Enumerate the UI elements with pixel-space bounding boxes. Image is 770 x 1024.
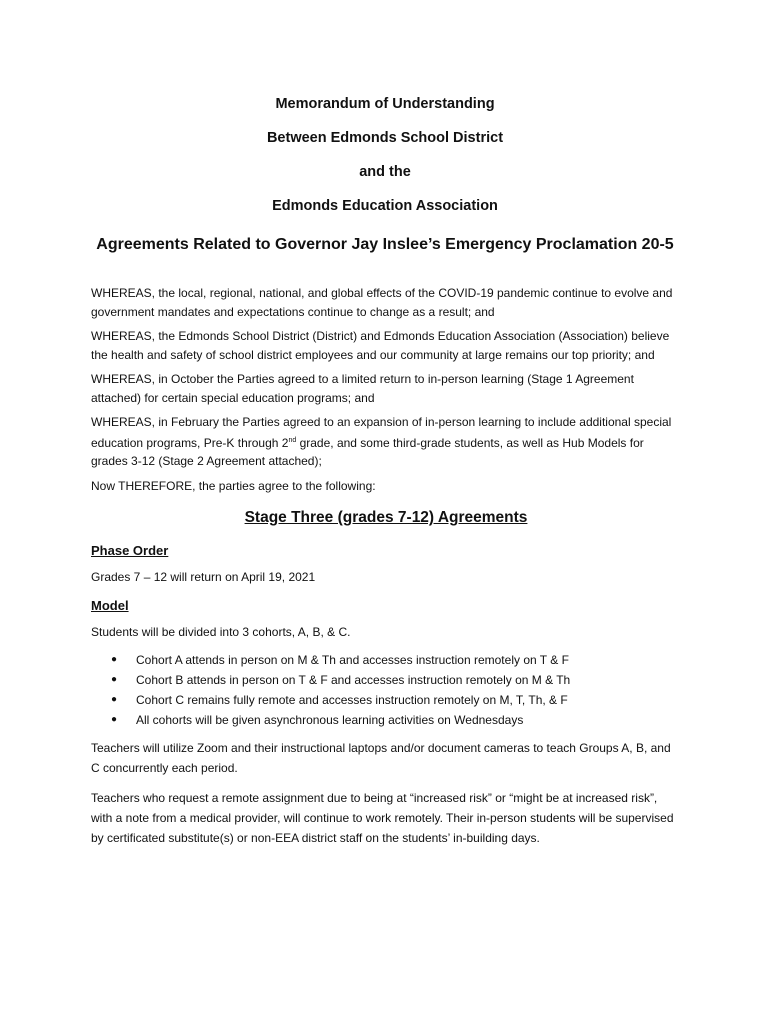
whereas-paragraph: WHEREAS, the Edmonds School District (District) and Edmonds Education Association (Association) believe the health and safety of school district employees and our community at large remains our top priority; and	[91, 329, 670, 362]
phase-order-text: Grades 7 – 12 will return on April 19, 2021	[91, 570, 316, 584]
cohort-list	[91, 650, 681, 730]
phase-order-heading: Phase Order	[91, 542, 169, 558]
whereas-paragraph: WHEREAS, the local, regional, national, and global effects of the COVID-19 pandemic continue to evolve and government mandates and expectations continue to change as a result; and	[91, 286, 673, 319]
model-intro: Students will be divided into 3 cohorts, A, B, & C.	[91, 625, 351, 639]
memorandum-title	[0, 94, 770, 230]
list-item: ● Cohort A attends in person on M & Th and accesses instruction remotely on T & F	[91, 650, 681, 670]
whereas-paragraph	[91, 413, 681, 471]
whereas-text-end: grade, and some third-grade students, as well as Hub Models for grades 3-12 (Stage 2 Agreement attached);	[91, 435, 644, 468]
title-line: Memorandum of Understanding	[275, 96, 495, 112]
model-paragraph: Teachers who request a remote assignment due to being at “increased risk” or “might be at increased risk”, with a note from a medical provider, will continue to work remotely. Their in-person students will be supervised by certificated substitute(s) or non-EEA district staff on the students’ in-building days.	[91, 790, 674, 845]
whereas-text-start: WHEREAS, in February the Parties agreed to an expansion of in-person learning to include additional special education programs, Pre-K through 2	[91, 415, 672, 450]
list-item: ● Cohort C remains fully remote and accesses instruction remotely on M, T, Th, & F	[91, 690, 681, 710]
section-heading: Stage Three (grades 7-12) Agreements	[244, 509, 528, 526]
therefore-paragraph: Now THEREFORE, the parties agree to the following:	[91, 478, 376, 493]
title-line: and the	[359, 164, 411, 180]
model-paragraph: Teachers will utilize Zoom and their instructional laptops and/or document cameras to teach Groups A, B, and C concurrently each period.	[91, 740, 671, 775]
model-heading: Model	[91, 597, 129, 613]
title-line: Edmonds Education Association	[272, 198, 498, 214]
list-item: ● All cohorts will be given asynchronous learning activities on Wednesdays	[91, 710, 681, 730]
document-body	[91, 284, 681, 858]
title-line: Between Edmonds School District	[266, 130, 504, 146]
ordinal-superscript: nd	[288, 436, 297, 444]
whereas-paragraph: WHEREAS, in October the Parties agreed to a limited return to in-person learning (Stage 1 Agreement attached) for certain special education programs; and	[91, 372, 634, 405]
document-subtitle: Agreements Related to Governor Jay Inslee’s Emergency Proclamation 20-5	[96, 236, 674, 253]
list-item: ● Cohort B attends in person on T & F and accesses instruction remotely on M & Th	[91, 670, 681, 690]
